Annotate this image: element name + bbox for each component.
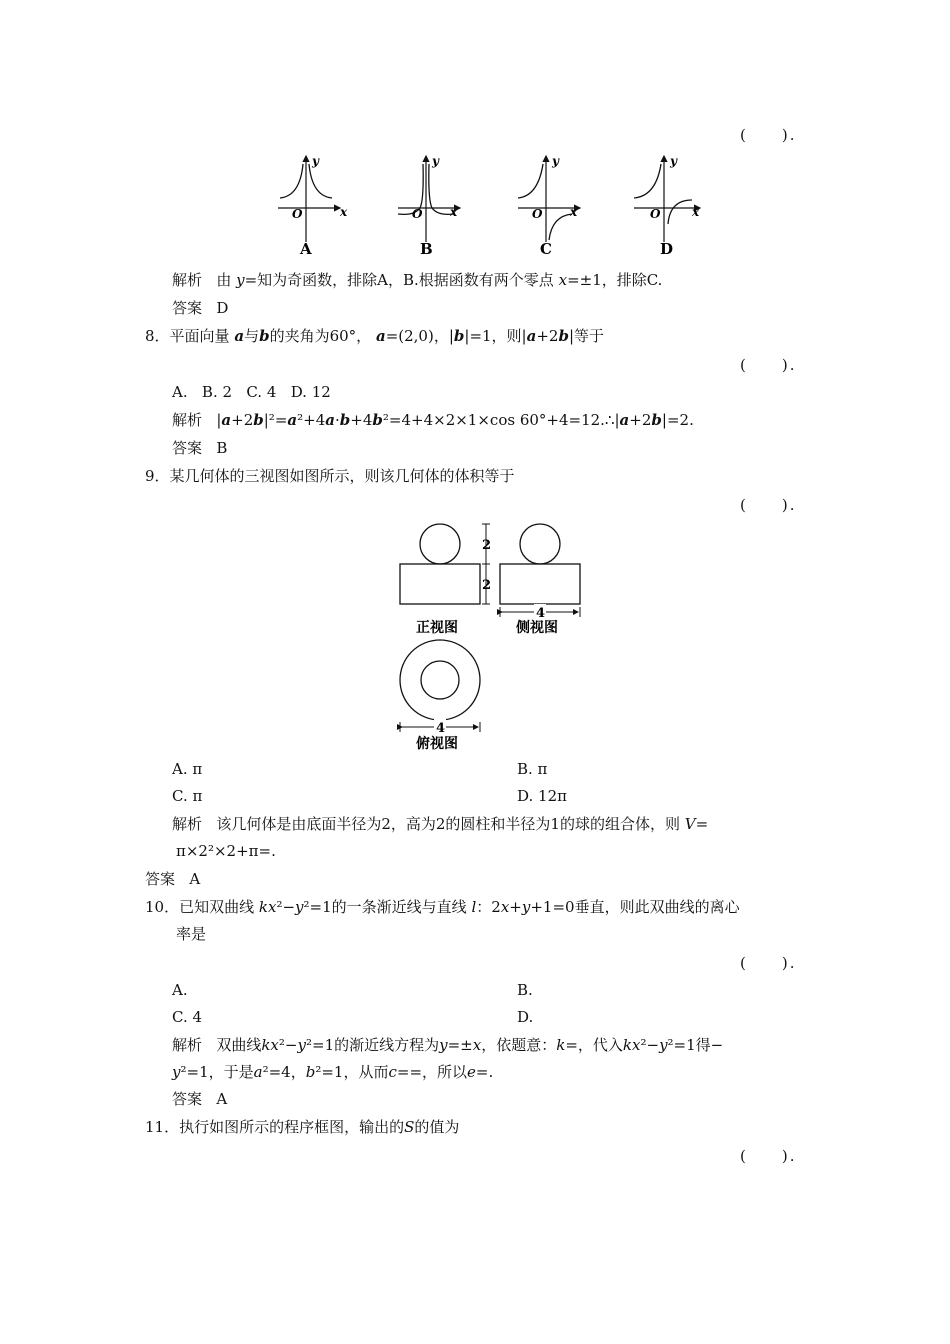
label-front-view: 正视图	[416, 620, 458, 636]
top-view	[400, 640, 480, 720]
q7-analysis: 解析 由 y=知为奇函数，排除A，B.根据函数有两个零点 x=±1，排除C.	[172, 271, 663, 289]
q10-answer: 答案 A	[172, 1090, 228, 1108]
svg-text:y: y	[432, 154, 439, 168]
q8-answer: 答案 B	[172, 439, 228, 457]
answer-bracket: ( ).	[740, 1147, 797, 1165]
svg-text:y: y	[670, 154, 677, 168]
dim-sphere: 2	[482, 538, 492, 553]
answer-bracket: ( ).	[740, 954, 797, 972]
dim-top-width: 4	[436, 721, 446, 736]
q10-stem-line2: 率是	[176, 925, 207, 943]
q10-stem: 10．已知双曲线 kx²−y²=1的一条渐近线与直线 l：2x+y+1=0垂直，则此双曲线的离心	[145, 898, 740, 916]
svg-text:O: O	[650, 207, 661, 221]
q9-analysis-cont: π×2²×2+π=.	[176, 842, 276, 860]
graph-d	[634, 154, 700, 258]
svg-text:O: O	[292, 207, 303, 221]
q7-answer: 答案 D	[172, 299, 229, 317]
svg-text:y: y	[552, 154, 559, 168]
label-top-view: 俯视图	[416, 736, 458, 752]
svg-text:O: O	[412, 207, 423, 221]
q10-option-c: C. 4	[172, 1008, 203, 1026]
q9-option-d: D. 12π	[517, 787, 567, 805]
q8-stem: 8．平面向量 a与b的夹角为60°， a=(2,0)，|b|=1，则|a+2b|等于	[145, 327, 605, 345]
q10-option-a: A.	[172, 981, 188, 999]
q10-analysis: 解析 双曲线kx²−y²=1的渐近线方程为y=±x，依题意：k=，代入kx²−y²=1得−	[172, 1036, 724, 1054]
label-side-view: 侧视图	[516, 620, 558, 636]
graph-b	[398, 154, 460, 258]
svg-text:x: x	[340, 205, 348, 219]
q8-analysis: 解析 |a+2b|²=a²+4a·b+4b²=4+4×2×1×cos 60°+4=12.∴|a+2b|=2.	[172, 411, 694, 429]
side-view	[500, 524, 580, 604]
dim-side-width: 4	[536, 606, 546, 621]
graph-label-a: A	[300, 240, 312, 258]
svg-text:y: y	[312, 154, 319, 168]
q9-analysis: 解析 该几何体是由底面半径为2，高为2的圆柱和半径为1的球的组合体，则 V=	[172, 815, 709, 833]
svg-text:x: x	[570, 205, 578, 219]
q8-options: A. B. 2 C. 4 D. 12	[172, 383, 331, 401]
graph-label-c: C	[540, 240, 552, 258]
graph-label-d: D	[660, 240, 674, 258]
answer-bracket: ( ).	[740, 126, 797, 144]
answer-bracket: ( ).	[740, 496, 797, 514]
svg-text:x: x	[450, 205, 458, 219]
q9-stem: 9．某几何体的三视图如图所示，则该几何体的体积等于	[145, 467, 515, 485]
q9-answer: 答案 A	[145, 870, 201, 888]
three-views-figure	[390, 515, 590, 760]
q9-option-a: A. π	[172, 760, 203, 778]
q10-option-d: D.	[517, 1008, 534, 1026]
q11-stem: 11．执行如图所示的程序框图，输出的S的值为	[145, 1118, 460, 1136]
graph-c	[518, 154, 580, 258]
graph-label-b: B	[420, 240, 433, 258]
front-view	[400, 524, 480, 604]
answer-bracket: ( ).	[740, 356, 797, 374]
q7-graph-options	[270, 150, 720, 265]
q10-analysis-cont: y²=1，于是a²=4，b²=1，从而c==，所以e=.	[172, 1063, 494, 1081]
q10-option-b: B.	[517, 981, 533, 999]
q9-option-b: B. π	[517, 760, 548, 778]
q9-option-c: C. π	[172, 787, 203, 805]
graph-a	[278, 154, 348, 258]
dim-cylinder-height: 2	[482, 578, 492, 593]
svg-text:O: O	[532, 207, 543, 221]
svg-text:x: x	[692, 205, 700, 219]
